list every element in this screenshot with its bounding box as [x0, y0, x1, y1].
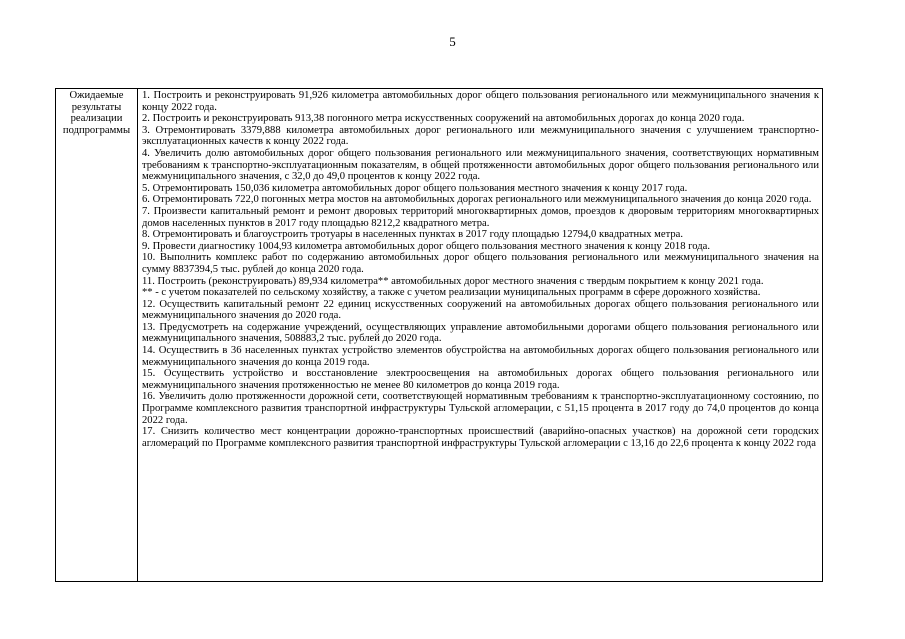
- result-item-11: 11. Построить (реконструировать) 89,934 километра** автомобильных дорог местного значения с твердым покрытием к концу 2021 года.: [142, 275, 764, 287]
- table-row: [56, 89, 823, 582]
- result-item-4: 4. Увеличить долю автомобильных дорог общего пользования регионального или межмуниципального значения, соответствующих нормативным требованиям к транспортно-эксплуатационным показателям, в общей протяженности автомобильных дорог общего пользования регионального или межмуниципального значения, с 32,0 до 49,0 процентов к концу 2022 года.: [142, 147, 819, 183]
- results-table: [55, 88, 823, 582]
- result-item-8: 8. Отремонтировать и благоустроить тротуары в населенных пунктах в 2017 году площадью 12794,0 квадратных метра.: [142, 229, 683, 241]
- footnote: ** - с учетом показателей по сельскому хозяйству, а также с учетом реализации муниципальных программ в сфере дорожного хозяйства.: [142, 287, 761, 299]
- result-item-9: 9. Провести диагностику 1004,93 километра автомобильных дорог общего пользования местного значения к концу 2018 года.: [142, 240, 710, 252]
- result-item-10: 10. Выполнить комплекс работ по содержанию автомобильных дорог общего пользования регионального или межмуниципального значения на сумму 8837394,5 тыс. рублей до конца 2020 года.: [142, 252, 819, 275]
- result-item-16: 16. Увеличить долю протяженности дорожной сети, соответствующей нормативным требованиям к транспортно-эксплуатационному состоянию, по Программе комплексного развития транспортной инфраструктуры Тульской агломерации, с 51,15 процента в 2017 году до 74,0 процентов до конца 2022 года.: [142, 391, 819, 426]
- row-label: Ожидаемые результаты реализации подпрограммы: [56, 89, 138, 582]
- result-item-17: 17. Снизить количество мест концентрации дорожно-транспортных происшествий (аварийно-опасных участков) на дорожной сети городских агломераций по Программе комплексного развития транспортной инфраструктуры Тульской агломерации с 13,16 до 22,6 процента к концу 2022 года: [142, 426, 819, 449]
- page-number: 5: [449, 34, 456, 49]
- result-item-3: 3. Отремонтировать 3379,888 километра автомобильных дорог регионального или межмуниципального значения с улучшением транспортно-эксплуатационных качеств к концу 2022 года.: [142, 124, 819, 148]
- result-item-7: 7. Произвести капитальный ремонт и ремонт дворовых территорий многоквартирных домов, проездов к дворовым территориям многоквартирных домов населенных пунктов в 2017 году площадью 8212,2 квадратного метра.: [142, 205, 819, 229]
- result-item-2: 2. Построить и реконструировать 913,38 погонного метра искусственных сооружений на автомобильных дорогах до конца 2020 года.: [142, 113, 745, 125]
- result-item-6: 6. Отремонтировать 722,0 погонных метра мостов на автомобильных дорогах регионального или межмуниципального значения до конца 2020 года.: [142, 194, 812, 206]
- result-item-12: 12. Осуществить капитальный ремонт 22 единиц искусственных сооружений на автомобильных дорогах общего пользования регионального или межмуниципального значения до 2020 года.: [142, 298, 819, 322]
- results-list: [138, 89, 823, 582]
- result-item-5: 5. Отремонтировать 150,036 километра автомобильных дорог общего пользования местного значения к концу 2017 года.: [142, 182, 688, 194]
- result-item-14: 14. Осуществить в 36 населенных пунктах устройство элементов обустройства на автомобильных дорогах общего пользования регионального или межмуниципального значения до конца 2019 года.: [142, 345, 819, 368]
- result-item-13: 13. Предусмотреть на содержание учреждений, осуществляющих управление автомобильными дорогами общего пользования регионального или межмуниципального значения, 508883,2 тыс. рублей до 2020 года.: [142, 321, 819, 345]
- result-item-15: 15. Осуществить устройство и восстановление электроосвещения на автомобильных дорогах общего пользования регионального или межмуниципального значения протяженностью не менее 80 километров до конца 2019 года.: [142, 368, 819, 391]
- result-item-1: 1. Построить и реконструировать 91,926 километра автомобильных дорог общего пользования регионального или межмуниципального значения к концу 2022 года.: [142, 90, 819, 113]
